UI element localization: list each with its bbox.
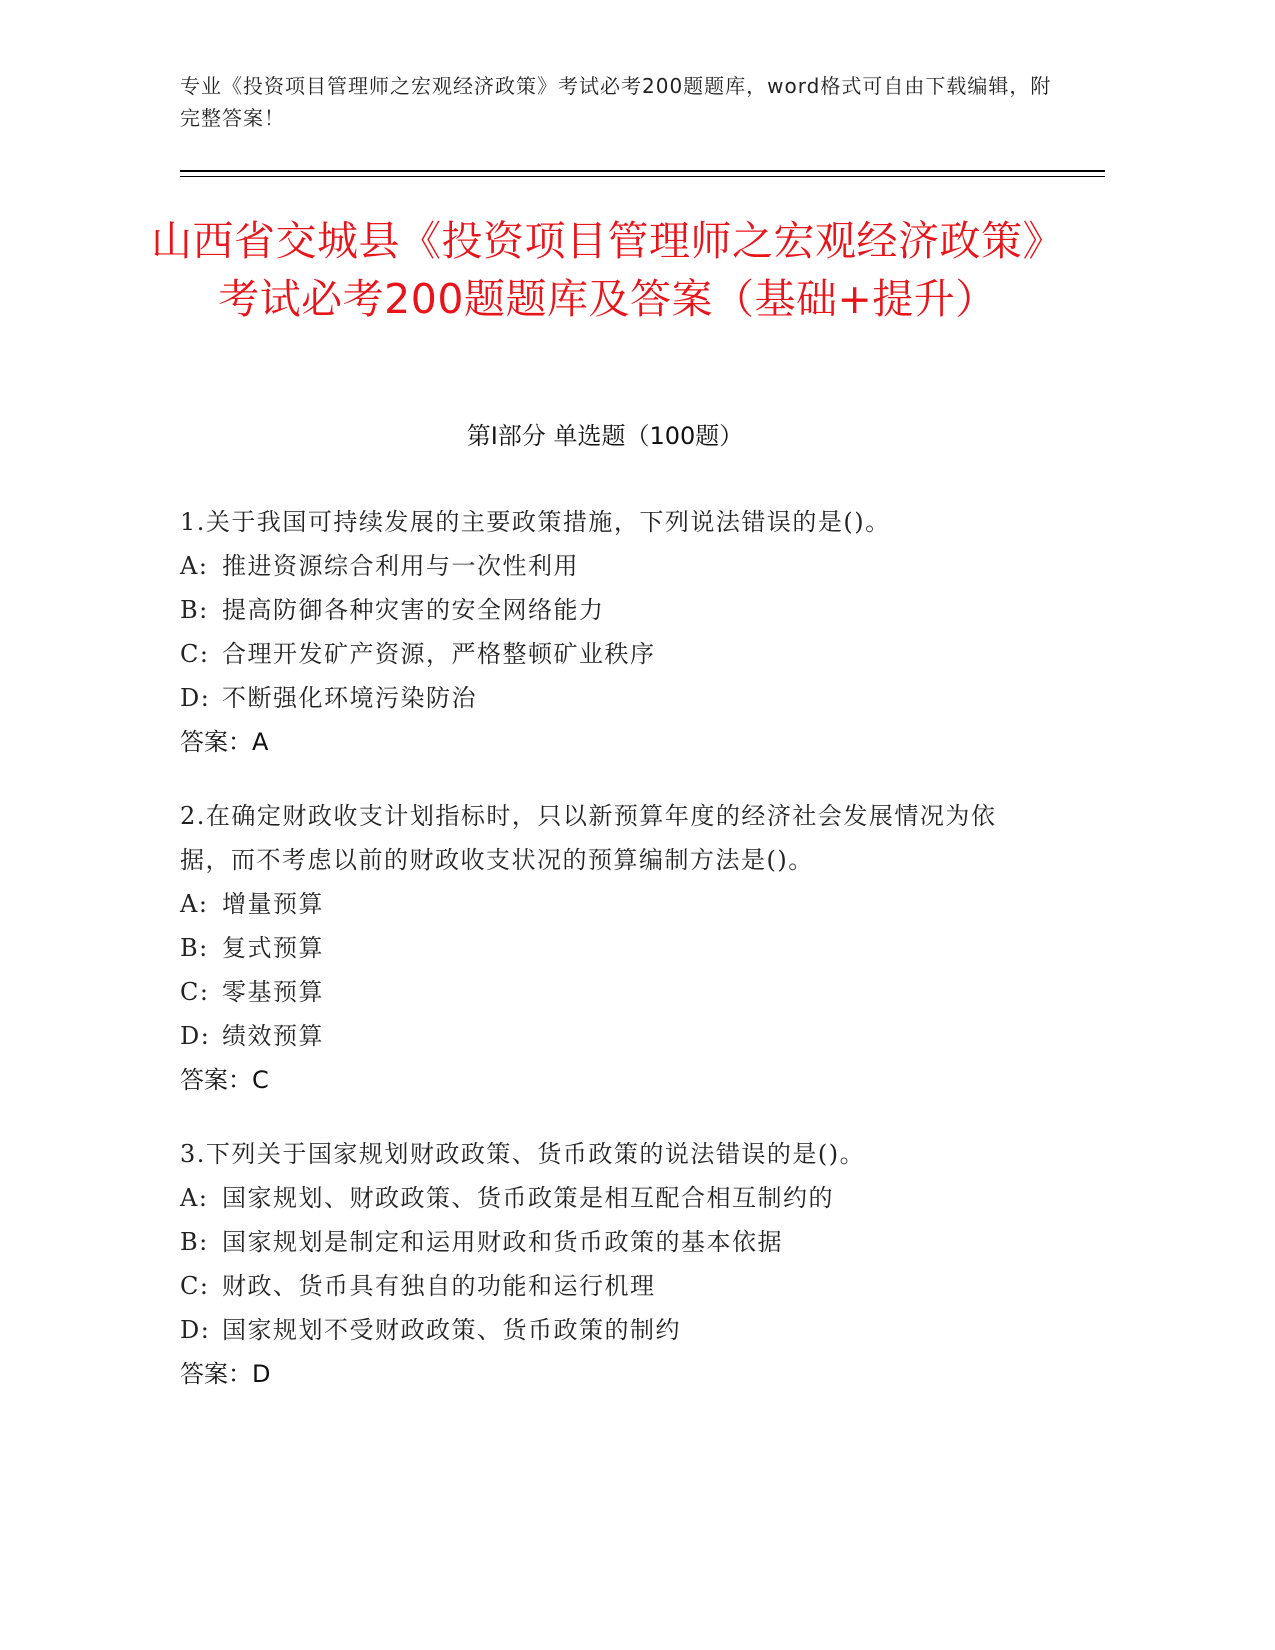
option-b: [180, 926, 1080, 970]
option-key: B:: [180, 934, 209, 962]
option-key: C:: [180, 978, 210, 1006]
option-text: 零基预算: [222, 978, 324, 1006]
option-text: 财政、货币具有独自的功能和运行机理: [222, 1272, 656, 1300]
document-title: 山西省交城县《投资项目管理师之宏观经济政策》考试必考200题题库及答案（基础+提升）: [151, 217, 1064, 323]
option-key: D:: [180, 1022, 211, 1050]
option-d: [180, 1014, 1080, 1058]
option-text: 增量预算: [222, 890, 324, 918]
header-note: 专业《投资项目管理师之宏观经济政策》考试必考200题题库，word格式可自由下载编辑，附完整答案！: [180, 74, 1052, 130]
question-stem: 3.下列关于国家规划财政政策、货币政策的说法错误的是()。: [180, 1140, 866, 1168]
option-d: [180, 676, 1080, 720]
option-text: 国家规划、财政政策、货币政策是相互配合相互制约的: [222, 1184, 834, 1212]
question-item: [180, 794, 1080, 1102]
option-key: A:: [180, 890, 209, 918]
option-key: B:: [180, 596, 209, 624]
answer-label: 答案：A: [180, 728, 269, 756]
question-item: [180, 500, 1080, 764]
option-text: 不断强化环境污染防治: [222, 684, 477, 712]
option-text: 推进资源综合利用与一次性利用: [222, 552, 579, 580]
option-key: D:: [180, 684, 211, 712]
option-a: [180, 544, 1080, 588]
section-title: 第Ⅰ部分 单选题（100题）: [466, 422, 744, 450]
option-key: A:: [180, 552, 209, 580]
option-a: [180, 882, 1080, 926]
option-b: [180, 1220, 1080, 1264]
question-item: [180, 1132, 1080, 1396]
question-stem: 2.在确定财政收支计划指标时，只以新预算年度的经济社会发展情况为依据，而不考虑以前的财政收支状况的预算编制方法是()。: [180, 802, 997, 874]
option-c: [180, 1264, 1080, 1308]
option-text: 合理开发矿产资源，严格整顿矿业秩序: [222, 640, 656, 668]
header-divider-thin: [180, 176, 1105, 177]
option-key: C:: [180, 640, 210, 668]
option-text: 提高防御各种灾害的安全网络能力: [222, 596, 605, 624]
option-text: 国家规划不受财政政策、货币政策的制约: [222, 1316, 681, 1344]
option-key: A:: [180, 1184, 209, 1212]
option-c: [180, 970, 1080, 1014]
option-text: 国家规划是制定和运用财政和货币政策的基本依据: [222, 1228, 783, 1256]
option-text: 绩效预算: [222, 1022, 324, 1050]
question-stem: 1.关于我国可持续发展的主要政策措施，下列说法错误的是()。: [180, 508, 891, 536]
question-list: [180, 500, 1080, 1426]
answer-label: 答案：C: [180, 1066, 269, 1094]
option-b: [180, 588, 1080, 632]
option-d: [180, 1308, 1080, 1352]
option-a: [180, 1176, 1080, 1220]
answer-label: 答案：D: [180, 1360, 271, 1388]
option-key: D:: [180, 1316, 211, 1344]
option-text: 复式预算: [222, 934, 324, 962]
option-key: C:: [180, 1272, 210, 1300]
header-divider-thick: [180, 170, 1105, 172]
option-key: B:: [180, 1228, 209, 1256]
option-c: [180, 632, 1080, 676]
